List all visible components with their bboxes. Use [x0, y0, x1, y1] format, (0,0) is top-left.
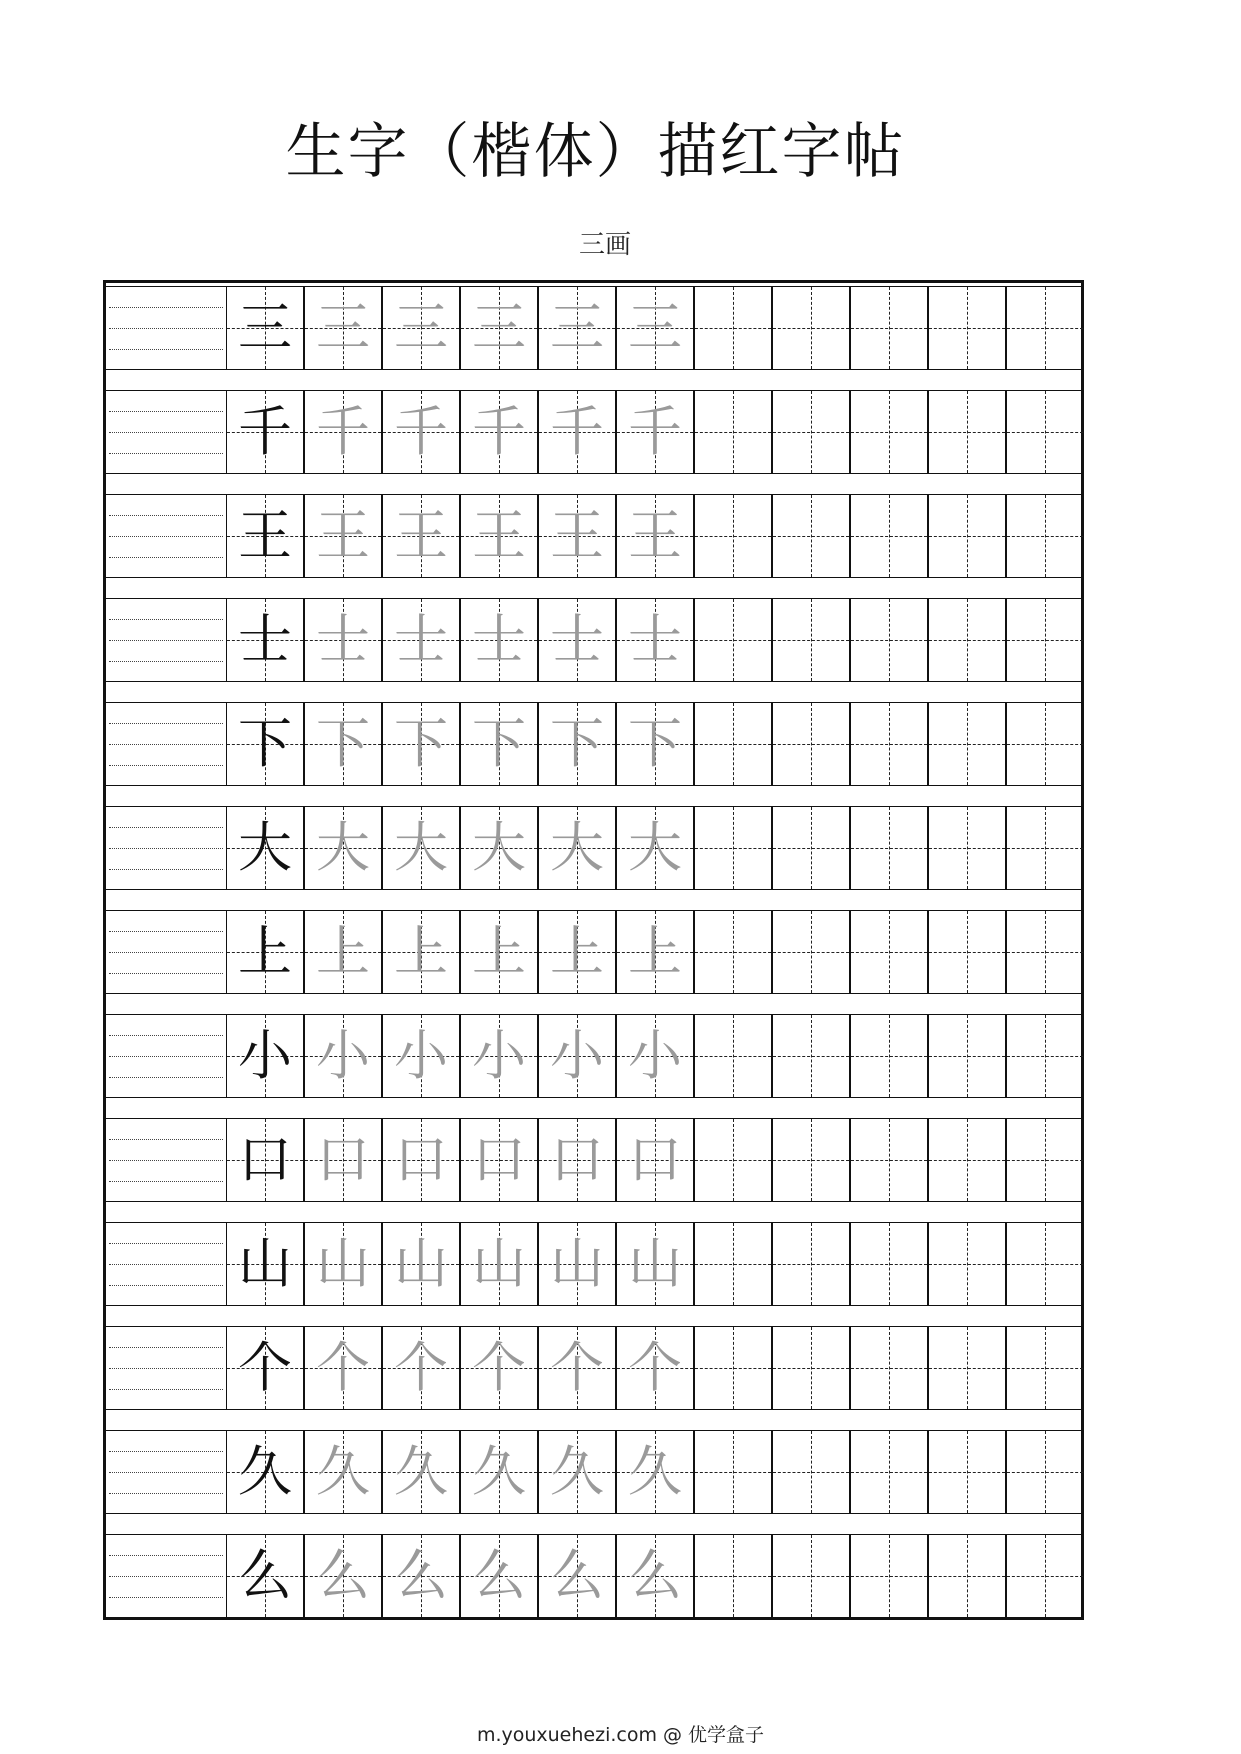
trace-character: 下: [628, 712, 682, 775]
trace-character-cell[interactable]: [304, 1534, 382, 1618]
trace-character-cell[interactable]: [460, 702, 538, 786]
trace-character-cell[interactable]: [304, 286, 382, 370]
blank-practice-cell[interactable]: [772, 1118, 850, 1202]
trace-character-cell[interactable]: [460, 1326, 538, 1410]
pinyin-guide-line: [109, 1472, 223, 1473]
practice-row: [106, 702, 1081, 786]
trace-character-cell[interactable]: [460, 1534, 538, 1618]
practice-row: [106, 494, 1081, 578]
trace-character: 大: [472, 816, 526, 879]
blank-practice-cell[interactable]: [772, 286, 850, 370]
trace-character-cell[interactable]: [382, 1430, 460, 1514]
trace-character: 大: [550, 816, 604, 879]
trace-character-cell[interactable]: [460, 390, 538, 474]
trace-character-cell[interactable]: [304, 1118, 382, 1202]
blank-practice-cell[interactable]: [928, 494, 1006, 578]
pinyin-guide-line: [109, 744, 223, 745]
trace-character-cell[interactable]: [460, 1118, 538, 1202]
pinyin-guide-line: [109, 432, 223, 433]
pinyin-guide-line: [109, 1181, 223, 1182]
pinyin-writing-lines[interactable]: [106, 1534, 226, 1618]
blank-practice-cell[interactable]: [928, 1014, 1006, 1098]
pinyin-writing-lines[interactable]: [106, 494, 226, 578]
blank-practice-cell[interactable]: [772, 1326, 850, 1410]
blank-practice-cell[interactable]: [1006, 1222, 1084, 1306]
model-character-cell: [226, 910, 304, 994]
pinyin-guide-line: [109, 1597, 223, 1598]
blank-practice-cell[interactable]: [694, 806, 772, 890]
footer-credit: m.youxuehezi.com @ 优学盒子: [476, 1724, 765, 1746]
pinyin-guide-line: [109, 1243, 223, 1244]
blank-practice-cell[interactable]: [928, 286, 1006, 370]
trace-character-cell[interactable]: [616, 1430, 694, 1514]
trace-character: 上: [394, 920, 448, 983]
trace-character: 千: [472, 400, 526, 463]
blank-practice-cell[interactable]: [694, 1118, 772, 1202]
blank-practice-cell[interactable]: [928, 910, 1006, 994]
pinyin-guide-line: [109, 619, 223, 620]
trace-character: 个: [316, 1336, 370, 1399]
trace-character: 王: [472, 504, 526, 567]
trace-character-cell[interactable]: [382, 1014, 460, 1098]
practice-row: [106, 286, 1081, 370]
model-character-cell: [226, 806, 304, 890]
pinyin-guide-line: [109, 1555, 223, 1556]
trace-character: 久: [550, 1440, 604, 1503]
trace-character: 王: [550, 504, 604, 567]
trace-character-cell[interactable]: [460, 1014, 538, 1098]
blank-practice-cell[interactable]: [1006, 1534, 1084, 1618]
trace-character: 个: [394, 1336, 448, 1399]
trace-character-cell[interactable]: [382, 806, 460, 890]
model-character: 三: [238, 296, 292, 359]
blank-practice-cell[interactable]: [772, 1014, 850, 1098]
blank-practice-cell[interactable]: [850, 1430, 928, 1514]
trace-character: 千: [316, 400, 370, 463]
pinyin-guide-line: [109, 515, 223, 516]
blank-practice-cell[interactable]: [694, 1430, 772, 1514]
trace-character-cell[interactable]: [538, 806, 616, 890]
trace-character-cell[interactable]: [538, 286, 616, 370]
trace-character: 上: [472, 920, 526, 983]
pinyin-guide-line: [109, 1451, 223, 1452]
pinyin-guide-line: [109, 1077, 223, 1078]
model-character-cell: [226, 702, 304, 786]
trace-character-cell[interactable]: [616, 494, 694, 578]
trace-character: 口: [472, 1128, 526, 1191]
model-character: 个: [238, 1336, 292, 1399]
trace-character-cell[interactable]: [304, 1014, 382, 1098]
trace-character-cell[interactable]: [538, 598, 616, 682]
blank-practice-cell[interactable]: [928, 1326, 1006, 1410]
blank-practice-cell[interactable]: [772, 1534, 850, 1618]
pinyin-writing-lines[interactable]: [106, 598, 226, 682]
pinyin-guide-line: [109, 1056, 223, 1057]
trace-character: 士: [628, 608, 682, 671]
blank-practice-cell[interactable]: [1006, 1118, 1084, 1202]
trace-character: 个: [472, 1336, 526, 1399]
trace-character: 士: [394, 608, 448, 671]
worksheet-title: 生字（楷体）描红字帖: [285, 117, 906, 187]
trace-character: 久: [628, 1440, 682, 1503]
trace-character-cell[interactable]: [382, 1534, 460, 1618]
practice-row: [106, 390, 1081, 474]
model-character-cell: [226, 1222, 304, 1306]
model-character: 千: [238, 400, 292, 463]
model-character-cell: [226, 494, 304, 578]
pinyin-writing-lines[interactable]: [106, 286, 226, 370]
stroke-count-subtitle: 三画: [578, 230, 631, 260]
trace-character-cell[interactable]: [304, 1222, 382, 1306]
trace-character: 山: [316, 1232, 370, 1295]
trace-character: 小: [472, 1024, 526, 1087]
blank-practice-cell[interactable]: [1006, 1014, 1084, 1098]
trace-character-cell[interactable]: [382, 910, 460, 994]
trace-character-cell[interactable]: [460, 910, 538, 994]
model-character: 下: [238, 712, 292, 775]
trace-character: 个: [550, 1336, 604, 1399]
practice-row: [106, 1534, 1081, 1618]
trace-character: 久: [472, 1440, 526, 1503]
trace-character-cell[interactable]: [538, 1014, 616, 1098]
practice-row: [106, 1222, 1081, 1306]
practice-row: [106, 598, 1081, 682]
trace-character-cell[interactable]: [460, 286, 538, 370]
blank-practice-cell[interactable]: [928, 1430, 1006, 1514]
blank-practice-cell[interactable]: [694, 1222, 772, 1306]
trace-character-cell[interactable]: [616, 390, 694, 474]
trace-character: 么: [628, 1544, 682, 1607]
trace-character-cell[interactable]: [616, 1014, 694, 1098]
pinyin-guide-line: [109, 1285, 223, 1286]
trace-character: 大: [316, 816, 370, 879]
trace-character: 下: [550, 712, 604, 775]
trace-character-cell[interactable]: [538, 494, 616, 578]
model-character: 士: [238, 608, 292, 671]
trace-character: 个: [628, 1336, 682, 1399]
pinyin-guide-line: [109, 307, 223, 308]
trace-character-cell[interactable]: [616, 286, 694, 370]
trace-character-cell[interactable]: [382, 390, 460, 474]
pinyin-guide-line: [109, 1368, 223, 1369]
pinyin-guide-line: [109, 453, 223, 454]
pinyin-guide-line: [109, 765, 223, 766]
trace-character: 小: [394, 1024, 448, 1087]
trace-character-cell[interactable]: [382, 1326, 460, 1410]
trace-character-cell[interactable]: [382, 286, 460, 370]
pinyin-guide-line: [109, 411, 223, 412]
blank-practice-cell[interactable]: [694, 1014, 772, 1098]
trace-character: 下: [394, 712, 448, 775]
model-character-cell: [226, 1430, 304, 1514]
pinyin-guide-line: [109, 848, 223, 849]
pinyin-guide-line: [109, 536, 223, 537]
blank-practice-cell[interactable]: [850, 598, 928, 682]
blank-practice-cell[interactable]: [772, 1430, 850, 1514]
pinyin-writing-lines[interactable]: [106, 1014, 226, 1098]
trace-character-cell[interactable]: [538, 702, 616, 786]
trace-character-cell[interactable]: [538, 910, 616, 994]
blank-practice-cell[interactable]: [694, 910, 772, 994]
pinyin-guide-line: [109, 640, 223, 641]
pinyin-guide-line: [109, 1347, 223, 1348]
model-character: 山: [238, 1232, 292, 1295]
blank-practice-cell[interactable]: [772, 806, 850, 890]
pinyin-guide-line: [109, 1264, 223, 1265]
trace-character-cell[interactable]: [538, 1534, 616, 1618]
blank-practice-cell[interactable]: [850, 1222, 928, 1306]
model-character-cell: [226, 286, 304, 370]
blank-practice-cell[interactable]: [850, 1014, 928, 1098]
practice-row: [106, 1326, 1081, 1410]
model-character: 么: [238, 1544, 292, 1607]
trace-character: 久: [394, 1440, 448, 1503]
trace-character: 王: [316, 504, 370, 567]
trace-character-cell[interactable]: [304, 390, 382, 474]
trace-character: 小: [628, 1024, 682, 1087]
pinyin-guide-line: [109, 973, 223, 974]
trace-character: 口: [550, 1128, 604, 1191]
trace-character: 三: [628, 296, 682, 359]
trace-character: 士: [316, 608, 370, 671]
trace-character-cell[interactable]: [460, 1430, 538, 1514]
blank-practice-cell[interactable]: [928, 598, 1006, 682]
trace-character-cell[interactable]: [538, 1118, 616, 1202]
trace-character-cell[interactable]: [304, 598, 382, 682]
pinyin-guide-line: [109, 869, 223, 870]
model-character-cell: [226, 598, 304, 682]
pinyin-writing-lines[interactable]: [106, 1430, 226, 1514]
trace-character-cell[interactable]: [460, 494, 538, 578]
trace-character: 小: [316, 1024, 370, 1087]
pinyin-guide-line: [109, 952, 223, 953]
trace-character-cell[interactable]: [460, 806, 538, 890]
pinyin-guide-line: [109, 827, 223, 828]
blank-practice-cell[interactable]: [928, 702, 1006, 786]
trace-character: 口: [628, 1128, 682, 1191]
blank-practice-cell[interactable]: [928, 1118, 1006, 1202]
trace-character: 上: [316, 920, 370, 983]
blank-practice-cell[interactable]: [694, 286, 772, 370]
trace-character: 山: [472, 1232, 526, 1295]
pinyin-writing-lines[interactable]: [106, 910, 226, 994]
model-character: 大: [238, 816, 292, 879]
trace-character: 么: [316, 1544, 370, 1607]
trace-character: 上: [550, 920, 604, 983]
pinyin-writing-lines[interactable]: [106, 702, 226, 786]
blank-practice-cell[interactable]: [928, 390, 1006, 474]
blank-practice-cell[interactable]: [1006, 598, 1084, 682]
blank-practice-cell[interactable]: [1006, 806, 1084, 890]
trace-character: 么: [550, 1544, 604, 1607]
trace-character-cell[interactable]: [538, 1326, 616, 1410]
trace-character: 大: [628, 816, 682, 879]
trace-character: 山: [394, 1232, 448, 1295]
trace-character: 山: [550, 1232, 604, 1295]
blank-practice-cell[interactable]: [772, 910, 850, 994]
blank-practice-cell[interactable]: [850, 702, 928, 786]
trace-character-cell[interactable]: [382, 494, 460, 578]
pinyin-writing-lines[interactable]: [106, 390, 226, 474]
trace-character: 大: [394, 816, 448, 879]
trace-character-cell[interactable]: [460, 598, 538, 682]
trace-character: 王: [628, 504, 682, 567]
trace-character-cell[interactable]: [382, 1118, 460, 1202]
model-character-cell: [226, 1118, 304, 1202]
trace-character: 下: [316, 712, 370, 775]
pinyin-guide-line: [109, 1139, 223, 1140]
blank-practice-cell[interactable]: [772, 598, 850, 682]
blank-practice-cell[interactable]: [694, 1326, 772, 1410]
trace-character-cell[interactable]: [304, 806, 382, 890]
pinyin-guide-line: [109, 1493, 223, 1494]
blank-practice-cell[interactable]: [694, 494, 772, 578]
trace-character: 下: [472, 712, 526, 775]
trace-character: 么: [394, 1544, 448, 1607]
blank-practice-cell[interactable]: [850, 1326, 928, 1410]
trace-character: 士: [550, 608, 604, 671]
model-character: 久: [238, 1440, 292, 1503]
pinyin-guide-line: [109, 1160, 223, 1161]
trace-character-cell[interactable]: [538, 390, 616, 474]
practice-row: [106, 1118, 1081, 1202]
trace-character-cell[interactable]: [616, 806, 694, 890]
trace-character-cell[interactable]: [304, 702, 382, 786]
trace-character: 王: [394, 504, 448, 567]
pinyin-guide-line: [109, 1389, 223, 1390]
model-character: 口: [238, 1128, 292, 1191]
trace-character-cell[interactable]: [616, 910, 694, 994]
blank-practice-cell[interactable]: [1006, 702, 1084, 786]
practice-grid: [103, 280, 1084, 1620]
practice-row: [106, 910, 1081, 994]
trace-character-cell[interactable]: [616, 1222, 694, 1306]
pinyin-guide-line: [109, 661, 223, 662]
pinyin-writing-lines[interactable]: [106, 1222, 226, 1306]
trace-character: 三: [316, 296, 370, 359]
pinyin-guide-line: [109, 1576, 223, 1577]
trace-character-cell[interactable]: [382, 702, 460, 786]
blank-practice-cell[interactable]: [1006, 390, 1084, 474]
trace-character-cell[interactable]: [304, 1326, 382, 1410]
trace-character: 口: [394, 1128, 448, 1191]
blank-practice-cell[interactable]: [694, 1534, 772, 1618]
blank-practice-cell[interactable]: [1006, 494, 1084, 578]
pinyin-guide-line: [109, 723, 223, 724]
trace-character: 士: [472, 608, 526, 671]
trace-character: 三: [472, 296, 526, 359]
model-character: 上: [238, 920, 292, 983]
blank-practice-cell[interactable]: [694, 390, 772, 474]
trace-character-cell[interactable]: [616, 1326, 694, 1410]
trace-character: 小: [550, 1024, 604, 1087]
blank-practice-cell[interactable]: [850, 390, 928, 474]
trace-character-cell[interactable]: [538, 1222, 616, 1306]
practice-row: [106, 1014, 1081, 1098]
model-character-cell: [226, 390, 304, 474]
blank-practice-cell[interactable]: [850, 806, 928, 890]
blank-practice-cell[interactable]: [772, 494, 850, 578]
pinyin-guide-line: [109, 557, 223, 558]
trace-character: 千: [394, 400, 448, 463]
trace-character: 久: [316, 1440, 370, 1503]
trace-character: 么: [472, 1544, 526, 1607]
trace-character: 千: [628, 400, 682, 463]
blank-practice-cell[interactable]: [772, 390, 850, 474]
blank-practice-cell[interactable]: [694, 702, 772, 786]
blank-practice-cell[interactable]: [694, 598, 772, 682]
trace-character-cell[interactable]: [382, 1222, 460, 1306]
blank-practice-cell[interactable]: [928, 806, 1006, 890]
model-character-cell: [226, 1326, 304, 1410]
practice-row: [106, 1430, 1081, 1514]
model-character-cell: [226, 1534, 304, 1618]
blank-practice-cell[interactable]: [1006, 286, 1084, 370]
blank-practice-cell[interactable]: [1006, 1430, 1084, 1514]
trace-character-cell[interactable]: [616, 598, 694, 682]
blank-practice-cell[interactable]: [850, 494, 928, 578]
blank-practice-cell[interactable]: [772, 702, 850, 786]
practice-row: [106, 806, 1081, 890]
trace-character-cell[interactable]: [616, 1118, 694, 1202]
trace-character-cell[interactable]: [304, 1430, 382, 1514]
model-character-cell: [226, 1014, 304, 1098]
blank-practice-cell[interactable]: [850, 286, 928, 370]
trace-character-cell[interactable]: [616, 1534, 694, 1618]
blank-practice-cell[interactable]: [772, 1222, 850, 1306]
trace-character-cell[interactable]: [304, 494, 382, 578]
blank-practice-cell[interactable]: [1006, 1326, 1084, 1410]
trace-character: 千: [550, 400, 604, 463]
model-character: 王: [238, 504, 292, 567]
pinyin-writing-lines[interactable]: [106, 1326, 226, 1410]
pinyin-writing-lines[interactable]: [106, 806, 226, 890]
blank-practice-cell[interactable]: [850, 1118, 928, 1202]
trace-character: 三: [550, 296, 604, 359]
trace-character-cell[interactable]: [616, 702, 694, 786]
trace-character: 三: [394, 296, 448, 359]
pinyin-guide-line: [109, 328, 223, 329]
trace-character-cell[interactable]: [460, 1222, 538, 1306]
pinyin-writing-lines[interactable]: [106, 1118, 226, 1202]
trace-character-cell[interactable]: [382, 598, 460, 682]
pinyin-guide-line: [109, 1035, 223, 1036]
trace-character-cell[interactable]: [304, 910, 382, 994]
pinyin-guide-line: [109, 349, 223, 350]
blank-practice-cell[interactable]: [850, 1534, 928, 1618]
blank-practice-cell[interactable]: [850, 910, 928, 994]
trace-character: 口: [316, 1128, 370, 1191]
model-character: 小: [238, 1024, 292, 1087]
trace-character: 上: [628, 920, 682, 983]
blank-practice-cell[interactable]: [928, 1222, 1006, 1306]
trace-character: 山: [628, 1232, 682, 1295]
blank-practice-cell[interactable]: [1006, 910, 1084, 994]
trace-character-cell[interactable]: [538, 1430, 616, 1514]
blank-practice-cell[interactable]: [928, 1534, 1006, 1618]
pinyin-guide-line: [109, 931, 223, 932]
